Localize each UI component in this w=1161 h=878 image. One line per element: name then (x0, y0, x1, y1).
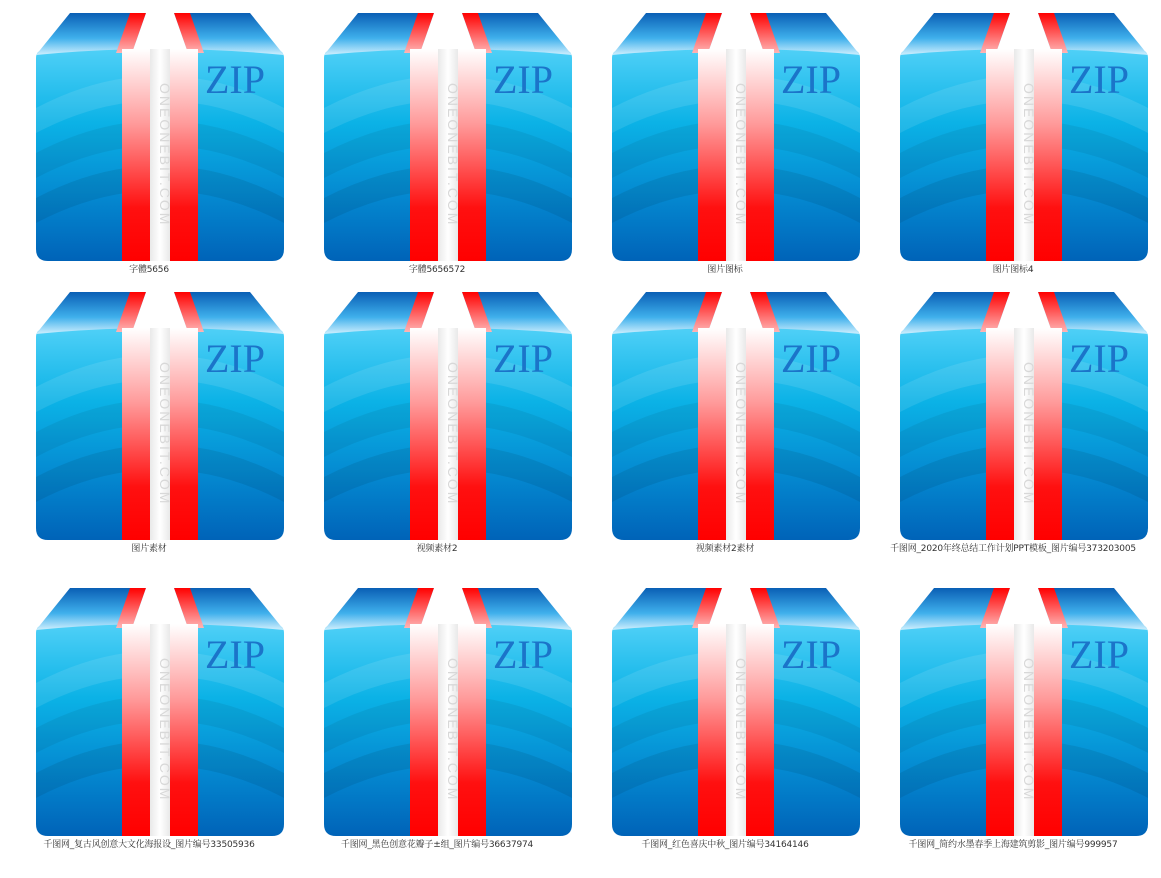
file-item-1[interactable] (5, 3, 293, 293)
file-name: 图片素材 (131, 544, 167, 554)
file-name: 千图网_复古风创意大文化海报设_图片编号33505936 (43, 840, 255, 850)
file-item-9[interactable] (5, 578, 293, 868)
file-item-10[interactable] (293, 578, 581, 868)
file-name: 图片图标 (707, 265, 743, 275)
file-item-12[interactable] (869, 578, 1157, 868)
svg-text:ZIP: ZIP (1069, 632, 1129, 677)
svg-text:ONEONEBIT.COM: ONEONEBIT.COM (1021, 658, 1037, 802)
zip-archive-icon (30, 292, 290, 542)
zip-archive-icon (606, 13, 866, 263)
file-item-5[interactable] (5, 282, 293, 572)
svg-text:ONEONEBIT.COM: ONEONEBIT.COM (445, 658, 461, 802)
zip-archive-icon (606, 292, 866, 542)
svg-text:ZIP: ZIP (781, 336, 841, 381)
svg-text:ZIP: ZIP (493, 336, 553, 381)
svg-text:ONEONEBIT.COM: ONEONEBIT.COM (1021, 83, 1037, 227)
svg-text:ZIP: ZIP (205, 336, 265, 381)
svg-text:ONEONEBIT.COM: ONEONEBIT.COM (733, 362, 749, 506)
svg-text:ZIP: ZIP (1069, 336, 1129, 381)
svg-text:ZIP: ZIP (205, 57, 265, 102)
file-name: 千图网_简约水墨春季上海建筑剪影_图片编号999957 (908, 840, 1118, 850)
zip-archive-icon (894, 13, 1154, 263)
file-name: 视频素材2素材 (695, 544, 755, 554)
file-name: 字體5656572 (408, 265, 466, 275)
svg-text:ZIP: ZIP (1069, 57, 1129, 102)
zip-archive-icon (318, 13, 578, 263)
svg-text:ZIP: ZIP (493, 57, 553, 102)
zip-archive-icon (318, 588, 578, 838)
svg-text:ONEONEBIT.COM: ONEONEBIT.COM (733, 83, 749, 227)
svg-text:ONEONEBIT.COM: ONEONEBIT.COM (157, 658, 173, 802)
svg-text:ONEONEBIT.COM: ONEONEBIT.COM (733, 658, 749, 802)
zip-archive-icon (606, 588, 866, 838)
file-name: 千图网_黑色创意花瓣子±组_图片编号36637974 (340, 840, 534, 850)
zip-archive-icon (894, 588, 1154, 838)
zip-archive-icon (894, 292, 1154, 542)
svg-text:ZIP: ZIP (781, 632, 841, 677)
svg-text:ZIP: ZIP (781, 57, 841, 102)
svg-text:ONEONEBIT.COM: ONEONEBIT.COM (157, 83, 173, 227)
file-name: 千图网_红色喜庆中秋_图片编号34164146 (641, 840, 809, 850)
file-item-8[interactable] (869, 282, 1157, 572)
file-name: 图片图标4 (992, 265, 1034, 275)
file-item-6[interactable] (293, 282, 581, 572)
file-name: 视频素材2 (416, 544, 458, 554)
file-item-4[interactable] (869, 3, 1157, 293)
file-name: 千图网_2020年终总结工作计划PPT模板_图片编号373203005 (890, 544, 1136, 554)
file-item-3[interactable] (581, 3, 869, 293)
zip-archive-icon (30, 13, 290, 263)
file-item-11[interactable] (581, 578, 869, 868)
file-item-2[interactable] (293, 3, 581, 293)
svg-text:ONEONEBIT.COM: ONEONEBIT.COM (157, 362, 173, 506)
svg-text:ZIP: ZIP (493, 632, 553, 677)
file-item-7[interactable] (581, 282, 869, 572)
svg-text:ZIP: ZIP (205, 632, 265, 677)
zip-archive-icon (318, 292, 578, 542)
svg-text:ONEONEBIT.COM: ONEONEBIT.COM (445, 83, 461, 227)
zip-archive-icon (30, 588, 290, 838)
svg-text:ONEONEBIT.COM: ONEONEBIT.COM (445, 362, 461, 506)
svg-text:ONEONEBIT.COM: ONEONEBIT.COM (1021, 362, 1037, 506)
file-name: 字體5656 (129, 265, 169, 275)
